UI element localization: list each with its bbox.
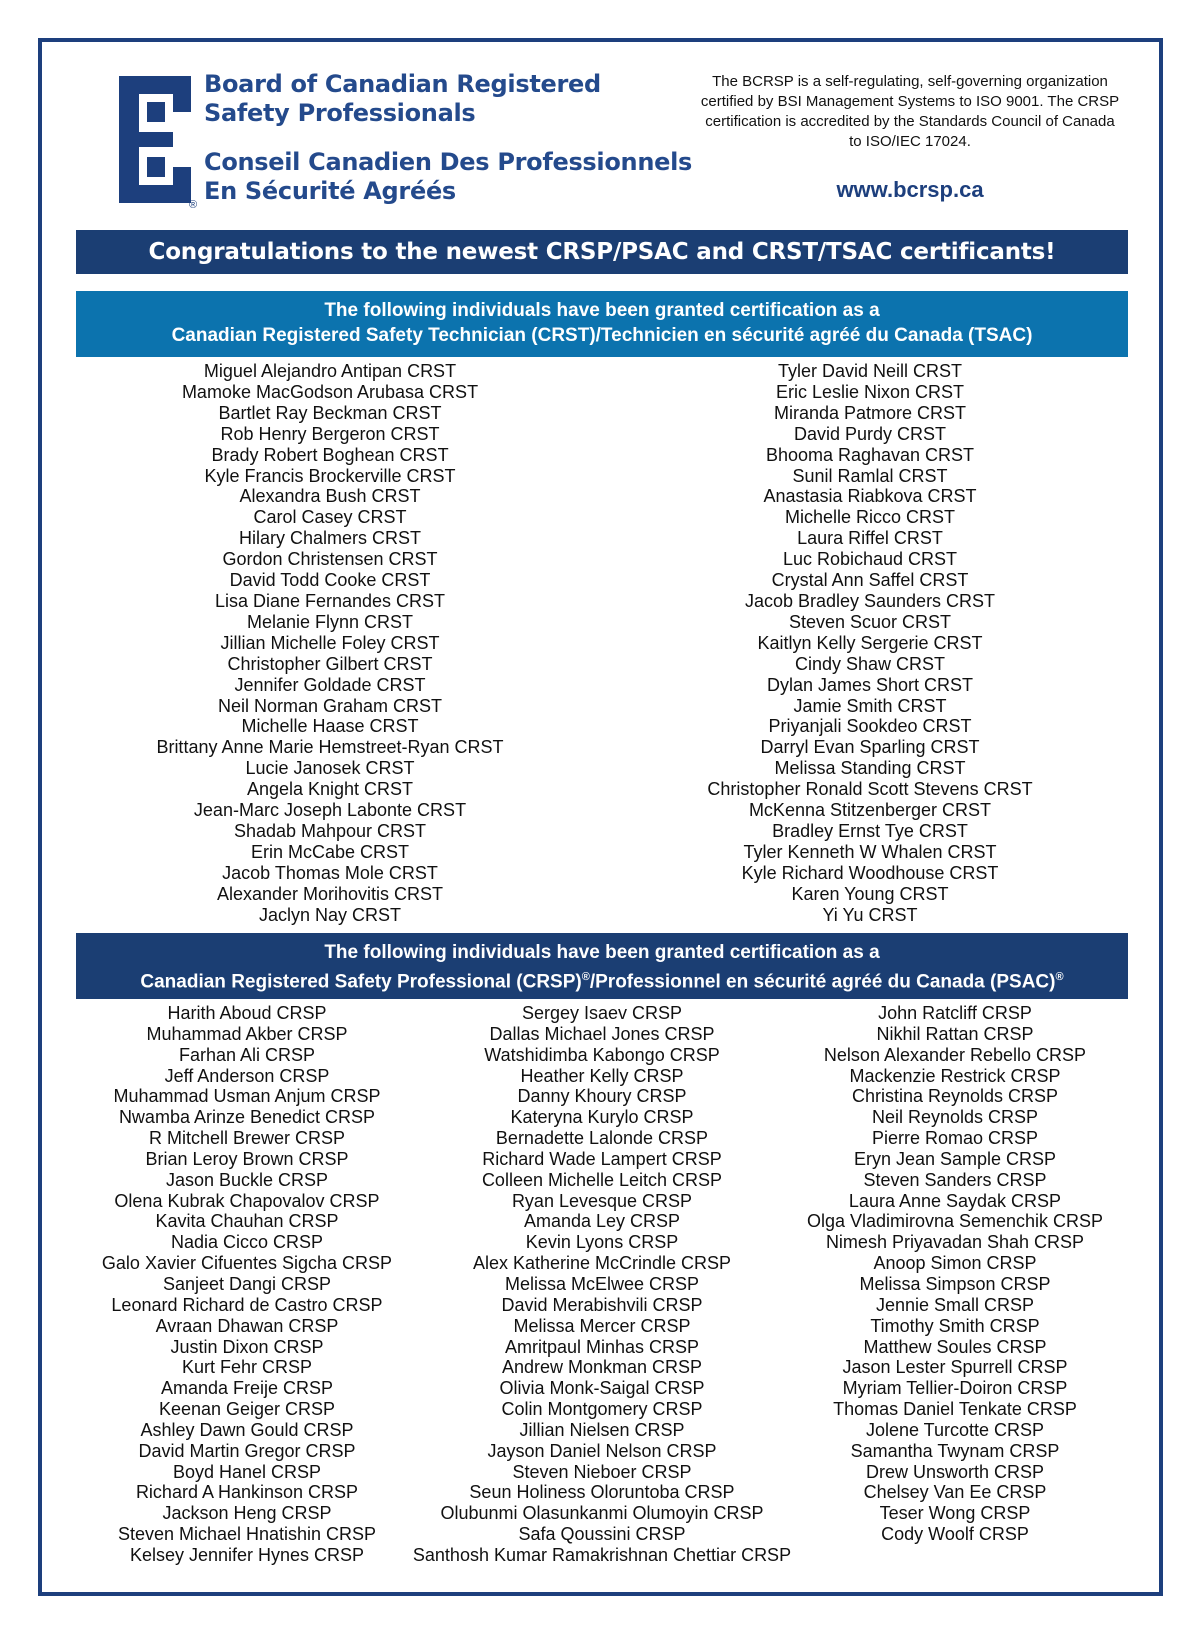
certificant-name: Christopher Gilbert CRST <box>227 653 433 674</box>
certificant-name: Safa Qoussini CRSP <box>518 1524 686 1545</box>
certificant-name: Anoop Simon CRSP <box>873 1253 1037 1274</box>
certificant-name: Miranda Patmore CRST <box>773 402 967 423</box>
certificant-name: Avraan Dhawan CRSP <box>155 1315 339 1336</box>
certificant-name: Sergey Isaev CRSP <box>521 1003 683 1023</box>
certificant-name: Muhammad Usman Anjum CRSP <box>113 1086 381 1107</box>
crst-list-left <box>140 361 520 925</box>
certificant-name: Kyle Richard Woodhouse CRST <box>741 862 999 883</box>
congratulations-banner: Congratulations to the newest CRSP/PSAC and CRST/TSAC certificants! <box>76 230 1128 274</box>
certificant-name: Bhooma Raghavan CRST <box>765 444 975 465</box>
crst-section-heading <box>76 291 1128 357</box>
certificant-name: Jolene Turcotte CRSP <box>865 1419 1045 1440</box>
certificant-name: Tyler Kenneth W Whalen CRST <box>743 841 997 862</box>
certificant-name: Jillian Michelle Foley CRST <box>220 632 440 653</box>
certificant-name: Nelson Alexander Rebello CRSP <box>823 1044 1087 1065</box>
certificant-name: Rob Henry Bergeron CRST <box>220 423 440 444</box>
certificant-name: Olena Kubrak Chapovalov CRSP <box>114 1190 380 1211</box>
certificant-name: Nadia Cicco CRSP <box>170 1232 324 1253</box>
certificant-name: Olga Vladimirovna Semenchik CRSP <box>806 1211 1104 1232</box>
certificant-name: Heather Kelly CRSP <box>520 1065 684 1086</box>
certificant-name: Danny Khoury CRSP <box>517 1086 687 1107</box>
org-name-fr-line2: En Sécurité Agréés <box>204 177 456 205</box>
certificant-name: Samantha Twynam CRSP <box>850 1440 1060 1461</box>
certificant-name: Thomas Daniel Tenkate CRSP <box>833 1399 1077 1420</box>
certificant-name: Laura Anne Saydak CRSP <box>848 1190 1062 1211</box>
certificant-name: Galo Xavier Cifuentes Sigcha CRSP <box>101 1253 393 1274</box>
certificant-name: Kurt Fehr CRSP <box>181 1357 313 1378</box>
certificant-name: Myriam Tellier-Doiron CRSP <box>842 1378 1068 1399</box>
certificant-name: Christina Reynolds CRSP <box>851 1086 1059 1107</box>
crsp-heading-line2a: Canadian Registered Safety Professional (CRSP) <box>140 971 582 993</box>
crsp-heading-line2b: /Professionnel en sécurité agréé du Canada (PSAC) <box>589 971 1056 993</box>
certificant-name: Kateryna Kurylo CRSP <box>510 1107 694 1128</box>
org-intro-text: The BCRSP is a self-regulating, self-governing organization certified by BSI Management Systems to ISO 9001. The CRSP certification is accredited by the Standards Council of Canada to ISO/IEC 17024. <box>700 73 1120 150</box>
certificant-name: Lucie Janosek CRST <box>245 758 415 779</box>
certificant-name: Steven Scuor CRST <box>788 611 952 632</box>
certificant-name: Ryan Levesque CRSP <box>511 1190 693 1211</box>
certificant-name: Jamie Smith CRST <box>793 695 947 716</box>
certificant-name: Jennie Small CRSP <box>875 1294 1035 1315</box>
certificant-name: Christopher Ronald Scott Stevens CRST <box>707 779 1033 800</box>
certificant-name: Santhosh Kumar Ramakrishnan Chettiar CRSP <box>412 1544 792 1565</box>
certificant-name: Muhammad Akber CRSP <box>146 1023 348 1044</box>
certificant-name: Jillian Nielsen CRSP <box>519 1419 685 1440</box>
certificant-name: Harith Aboud CRSP <box>167 1003 327 1023</box>
crsp-heading-line1: The following individuals have been granted certification as a <box>324 942 880 963</box>
certificant-name: Neil Reynolds CRSP <box>871 1107 1039 1128</box>
certificant-name: Mamoke MacGodson Arubasa CRST <box>181 381 479 402</box>
certificant-name: Dallas Michael Jones CRSP <box>489 1023 715 1044</box>
certificant-name: Matthew Soules CRSP <box>863 1336 1047 1357</box>
certificant-name: Olivia Monk-Saigal CRSP <box>499 1378 705 1399</box>
certificant-name: Jacob Bradley Saunders CRST <box>744 590 996 611</box>
crsp-section-heading <box>76 933 1128 999</box>
certificant-name: Eric Leslie Nixon CRST <box>775 381 965 402</box>
certificant-name: Brady Robert Boghean CRST <box>211 444 449 465</box>
bcrsp-logo-icon <box>115 72 195 207</box>
certificant-name: Crystal Ann Saffel CRST <box>771 570 969 591</box>
certificant-name: Kaitlyn Kelly Sergerie CRST <box>757 632 983 653</box>
certificant-name: Nikhil Rattan CRSP <box>876 1023 1034 1044</box>
certificant-name: Yi Yu CRST <box>822 904 918 925</box>
certificant-name: Melissa McElwee CRSP <box>504 1273 700 1294</box>
certificant-name: Pierre Romao CRSP <box>871 1128 1039 1149</box>
certificant-name: Jason Lester Spurrell CRSP <box>842 1357 1068 1378</box>
certificant-name: Gordon Christensen CRST <box>222 549 438 570</box>
certificant-name: Melanie Flynn CRST <box>246 611 414 632</box>
certificant-name: Alexander Morihovitis CRST <box>216 883 444 904</box>
certificant-name: Alexandra Bush CRST <box>239 486 421 507</box>
certificant-name: Cindy Shaw CRST <box>794 653 946 674</box>
certificant-name: Olubunmi Olasunkanmi Olumoyin CRSP <box>440 1503 764 1524</box>
certificant-name: Jean-Marc Joseph Labonte CRST <box>193 800 467 821</box>
certificant-name: Tyler David Neill CRST <box>777 361 963 381</box>
certificant-name: Jennifer Goldade CRST <box>234 674 426 695</box>
certificant-name: McKenna Stitzenberger CRST <box>748 800 992 821</box>
certificant-name: Bradley Ernst Tye CRST <box>772 820 968 841</box>
certificant-name: Melissa Mercer CRSP <box>513 1315 691 1336</box>
certificant-name: Hilary Chalmers CRST <box>238 528 422 549</box>
crsp-heading-reg-mark: ® <box>581 971 590 983</box>
certificant-name: David Merabishvili CRSP <box>501 1294 703 1315</box>
website-link[interactable]: www.bcrsp.ca <box>836 177 984 202</box>
certificant-name: Jackson Heng CRSP <box>162 1503 332 1524</box>
certificant-name: Chelsey Van Ee CRSP <box>863 1482 1047 1503</box>
certificant-name: Alex Katherine McCrindle CRSP <box>472 1253 732 1274</box>
certificant-name: Kavita Chauhan CRSP <box>155 1211 339 1232</box>
certificant-name: Bartlet Ray Beckman CRST <box>218 402 442 423</box>
certificant-name: Eryn Jean Sample CRSP <box>853 1148 1057 1169</box>
certificant-name: Justin Dixon CRSP <box>170 1336 324 1357</box>
certificant-name: Boyd Hanel CRSP <box>172 1461 322 1482</box>
certificant-name: Andrew Monkman CRSP <box>501 1357 703 1378</box>
certificant-name: Steven Sanders CRSP <box>863 1169 1047 1190</box>
certificant-name: Steven Michael Hnatishin CRSP <box>117 1524 377 1545</box>
certificant-name: Amanda Ley CRSP <box>523 1211 681 1232</box>
certificant-name: Seun Holiness Oloruntoba CRSP <box>469 1482 735 1503</box>
certificant-name: Cody Woolf CRSP <box>881 1524 1029 1545</box>
org-name-fr-line1: Conseil Canadien Des Professionnels <box>204 148 692 176</box>
certificant-name: Priyanjali Sookdeo CRST <box>768 716 972 737</box>
certificant-name: David Todd Cooke CRST <box>229 570 431 591</box>
certificant-name: Amanda Freije CRSP <box>160 1378 334 1399</box>
crsp-list-col3 <box>790 1003 1120 1545</box>
certificant-name: Sanjeet Dangi CRSP <box>162 1273 332 1294</box>
certificant-name: Dylan James Short CRST <box>766 674 974 695</box>
certificant-name: Angela Knight CRST <box>246 779 414 800</box>
certificant-name: Brittany Anne Marie Hemstreet-Ryan CRST <box>156 737 504 758</box>
certificant-name: Luc Robichaud CRST <box>782 549 958 570</box>
certificant-name: Richard A Hankinson CRSP <box>135 1482 359 1503</box>
certificant-name: Watshidimba Kabongo CRSP <box>484 1044 720 1065</box>
certificant-name: Colleen Michelle Leitch CRSP <box>481 1169 723 1190</box>
certificant-name: Jacob Thomas Mole CRST <box>222 862 438 883</box>
certificant-name: Jaclyn Nay CRST <box>258 904 402 925</box>
crst-list-right <box>680 361 1060 925</box>
certificant-name: Karen Young CRST <box>791 883 949 904</box>
certificant-name: Steven Nieboer CRSP <box>512 1461 692 1482</box>
certificant-name: Kevin Lyons CRSP <box>525 1232 679 1253</box>
certificant-name: Ashley Dawn Gould CRSP <box>140 1419 354 1440</box>
certificant-name: R Mitchell Brewer CRSP <box>148 1128 346 1149</box>
crsp-heading-reg-mark-2: ® <box>1055 971 1064 983</box>
certificant-name: Nimesh Priyavadan Shah CRSP <box>825 1232 1085 1253</box>
certificant-name: Bernadette Lalonde CRSP <box>495 1128 709 1149</box>
org-name-en-line2: Safety Professionals <box>204 99 476 127</box>
certificant-name: Jeff Anderson CRSP <box>164 1065 330 1086</box>
certificant-name: Keenan Geiger CRSP <box>158 1399 336 1420</box>
certificant-name: Melissa Standing CRST <box>774 758 966 779</box>
certificant-name: Nwamba Arinze Benedict CRSP <box>118 1107 376 1128</box>
crst-heading-line1: The following individuals have been granted certification as a <box>324 300 880 321</box>
certificant-name: Amritpaul Minhas CRSP <box>504 1336 700 1357</box>
certificant-name: John Ratcliff CRSP <box>878 1003 1032 1023</box>
certificant-name: Jayson Daniel Nelson CRSP <box>487 1440 717 1461</box>
certificant-name: Farhan Ali CRSP <box>178 1044 316 1065</box>
certificant-name: Laura Riffel CRST <box>797 528 943 549</box>
registered-mark: ® <box>189 199 198 211</box>
certificant-name: Jason Buckle CRSP <box>165 1169 329 1190</box>
certificant-name: Darryl Evan Sparling CRST <box>760 737 980 758</box>
certificant-name: Teser Wong CRSP <box>879 1503 1031 1524</box>
certificant-name: Erin McCabe CRST <box>250 841 410 862</box>
certificant-name: Kyle Francis Brockerville CRST <box>204 465 456 486</box>
certificant-name: Colin Montgomery CRSP <box>501 1399 703 1420</box>
certificant-name: Anastasia Riabkova CRST <box>763 486 977 507</box>
certificant-name: David Purdy CRST <box>793 423 947 444</box>
certificant-name: Brian Leroy Brown CRSP <box>145 1148 349 1169</box>
certificant-name: Kelsey Jennifer Hynes CRSP <box>129 1544 365 1565</box>
certificant-name: Lisa Diane Fernandes CRST <box>214 590 446 611</box>
certificant-name: Leonard Richard de Castro CRSP <box>111 1294 383 1315</box>
certificant-name: Mackenzie Restrick CRSP <box>849 1065 1061 1086</box>
certificant-name: Michelle Haase CRST <box>241 716 419 737</box>
crsp-list-col1 <box>82 1003 412 1566</box>
certificant-name: Richard Wade Lampert CRSP <box>482 1148 722 1169</box>
certificant-name: Sunil Ramlal CRST <box>792 465 948 486</box>
certificant-name: Michelle Ricco CRST <box>784 507 956 528</box>
certificant-name: Melissa Simpson CRSP <box>859 1273 1051 1294</box>
org-name-en-line1: Board of Canadian Registered <box>204 70 601 98</box>
certificant-name: Timothy Smith CRSP <box>870 1315 1040 1336</box>
certificant-name: Carol Casey CRST <box>253 507 407 528</box>
certificant-name: Shadab Mahpour CRST <box>233 820 427 841</box>
crst-heading-line2: Canadian Registered Safety Technician (CRST)/Technicien en sécurité agréé du Canada (TSAC) <box>171 325 1033 346</box>
certificant-name: Neil Norman Graham CRST <box>217 695 443 716</box>
certificant-name: Miguel Alejandro Antipan CRST <box>203 361 457 381</box>
certificant-name: David Martin Gregor CRSP <box>138 1440 356 1461</box>
crsp-list-col2 <box>412 1003 792 1566</box>
certificant-name: Drew Unsworth CRSP <box>865 1461 1045 1482</box>
crsp-heading-line2 <box>76 965 1128 994</box>
